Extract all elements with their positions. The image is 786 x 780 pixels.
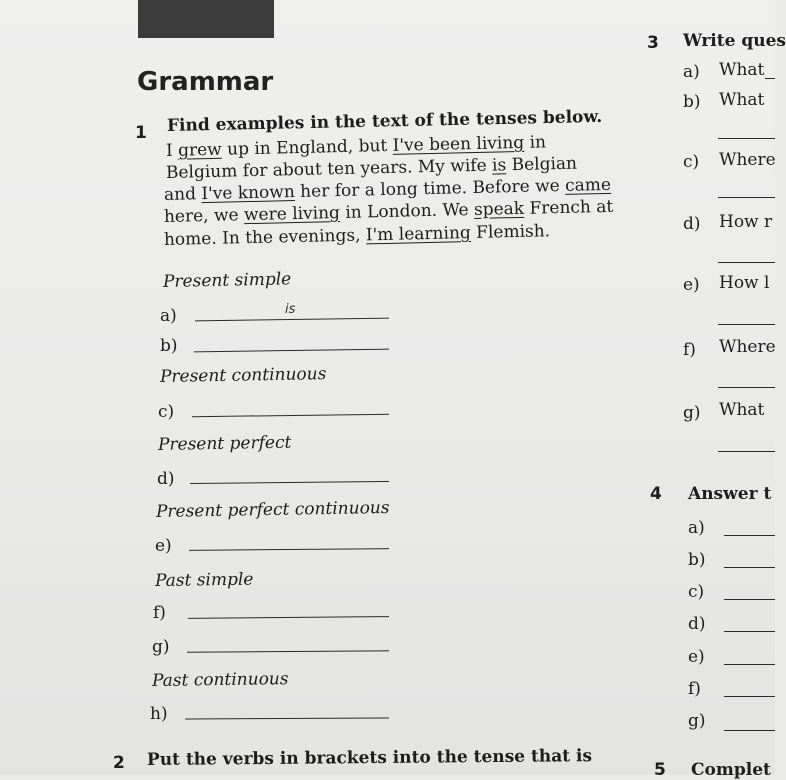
q3-item-g-text: What bbox=[719, 400, 765, 420]
q3-item-e-answer-line[interactable] bbox=[718, 324, 775, 325]
q3-item-d-answer-line[interactable] bbox=[718, 262, 775, 263]
item-g-answer-line[interactable] bbox=[187, 650, 389, 652]
q4-item-a-letter: a) bbox=[688, 518, 705, 538]
q3-item-b-text: What bbox=[719, 90, 765, 110]
exercise-2-instruction: Put the verbs in brackets into the tense that is bbox=[146, 746, 593, 770]
item-e-letter: e) bbox=[155, 536, 172, 556]
q3-item-f-letter: f) bbox=[683, 340, 696, 360]
text-span: here, we bbox=[163, 205, 245, 227]
q4-item-f-answer-line[interactable] bbox=[724, 696, 775, 697]
q3-item-a-answer-line[interactable] bbox=[765, 78, 775, 79]
q3-item-f-text: Where bbox=[719, 337, 776, 357]
q4-item-e-letter: e) bbox=[688, 647, 705, 667]
exercise-5-number: 5 bbox=[654, 760, 666, 780]
section-heading: Grammar bbox=[137, 67, 274, 97]
q3-item-g-letter: g) bbox=[683, 403, 701, 423]
q4-item-g-answer-line[interactable] bbox=[724, 730, 775, 731]
exercise-1-instruction: Find examples in the text of the tenses below. bbox=[166, 106, 603, 136]
q3-item-c-letter: c) bbox=[683, 152, 700, 172]
underlined-verb: came bbox=[564, 174, 612, 196]
category-present-simple: Present simple bbox=[162, 269, 292, 292]
item-c-letter: c) bbox=[158, 402, 175, 422]
q4-item-g-letter: g) bbox=[688, 711, 706, 731]
item-g-letter: g) bbox=[152, 637, 170, 657]
q3-item-b-answer-line[interactable] bbox=[718, 138, 775, 139]
item-b-answer-line[interactable] bbox=[194, 349, 389, 353]
q4-item-a-answer-line[interactable] bbox=[724, 535, 775, 536]
q4-item-f-letter: f) bbox=[688, 679, 701, 699]
q4-item-b-answer-line[interactable] bbox=[724, 567, 775, 568]
category-present-perfect: Present perfect bbox=[157, 432, 292, 455]
text-span: in bbox=[523, 132, 547, 153]
category-past-simple: Past simple bbox=[154, 569, 254, 591]
q3-item-e-text: How l bbox=[719, 273, 770, 293]
q4-item-e-answer-line[interactable] bbox=[724, 664, 775, 665]
q4-item-d-answer-line[interactable] bbox=[724, 631, 775, 632]
category-past-continuous: Past continuous bbox=[151, 669, 289, 691]
exercise-3-number: 3 bbox=[647, 33, 659, 53]
text-span: up in England, but bbox=[221, 135, 393, 160]
item-c-answer-line[interactable] bbox=[192, 414, 389, 417]
text-span: Flemish. bbox=[470, 221, 551, 244]
text-span: home. In the evenings, bbox=[163, 225, 367, 250]
q3-item-g-answer-line[interactable] bbox=[718, 451, 775, 452]
category-present-perfect-continuous: Present perfect continuous bbox=[155, 497, 390, 522]
item-d-letter: d) bbox=[157, 469, 175, 489]
exercise-5-instruction: Complet bbox=[691, 760, 771, 780]
q3-item-c-answer-line[interactable] bbox=[718, 197, 775, 198]
text-span: French at bbox=[523, 196, 614, 219]
q4-item-d-letter: d) bbox=[688, 614, 706, 634]
text-span: Belgian bbox=[505, 153, 578, 176]
q3-item-e-letter: e) bbox=[683, 275, 700, 295]
underlined-verb: speak bbox=[473, 198, 525, 220]
q3-item-d-letter: d) bbox=[683, 214, 701, 234]
q3-item-a-text: What bbox=[719, 60, 765, 80]
header-dark-block bbox=[138, 0, 274, 38]
q3-item-c-text: Where bbox=[719, 150, 776, 170]
q4-item-b-letter: b) bbox=[688, 550, 706, 570]
text-span: I bbox=[165, 140, 179, 161]
q3-item-f-answer-line[interactable] bbox=[718, 387, 775, 388]
exercise-3-instruction: Write ques bbox=[683, 31, 786, 51]
q3-item-a-letter: a) bbox=[683, 62, 700, 82]
underlined-verb: grew bbox=[177, 139, 222, 161]
item-f-answer-line[interactable] bbox=[188, 616, 389, 619]
text-span: in London. We bbox=[339, 199, 475, 224]
item-a-letter: a) bbox=[160, 306, 177, 326]
exercise-1-number: 1 bbox=[135, 123, 147, 143]
underlined-verb: I've known bbox=[201, 182, 296, 205]
exercise-2-number: 2 bbox=[113, 753, 125, 773]
underlined-verb: I've been living bbox=[392, 132, 525, 156]
q4-item-c-letter: c) bbox=[688, 582, 705, 602]
category-present-continuous: Present continuous bbox=[159, 364, 327, 387]
exercise-4-instruction: Answer t bbox=[688, 484, 772, 504]
item-d-answer-line[interactable] bbox=[190, 481, 389, 484]
q4-item-c-answer-line[interactable] bbox=[724, 599, 775, 600]
item-b-letter: b) bbox=[160, 336, 178, 356]
underlined-verb: I'm learning bbox=[365, 223, 472, 246]
underlined-verb: is bbox=[491, 155, 507, 176]
exercise-4-number: 4 bbox=[650, 484, 662, 504]
item-e-answer-line[interactable] bbox=[189, 548, 389, 551]
underlined-verb: were living bbox=[243, 203, 341, 226]
q3-item-b-letter: b) bbox=[683, 92, 701, 112]
text-span: her for a long time. Before we bbox=[294, 175, 566, 203]
item-a-answer[interactable]: is bbox=[285, 302, 296, 317]
item-h-answer-line[interactable] bbox=[185, 717, 389, 719]
text-span: and bbox=[163, 184, 202, 205]
item-a-answer-line[interactable] bbox=[195, 318, 389, 322]
text-span: Belgium for about ten years. My wife bbox=[165, 155, 493, 183]
item-f-letter: f) bbox=[153, 603, 166, 623]
item-h-letter: h) bbox=[150, 704, 168, 724]
q3-item-d-text: How r bbox=[719, 212, 773, 232]
